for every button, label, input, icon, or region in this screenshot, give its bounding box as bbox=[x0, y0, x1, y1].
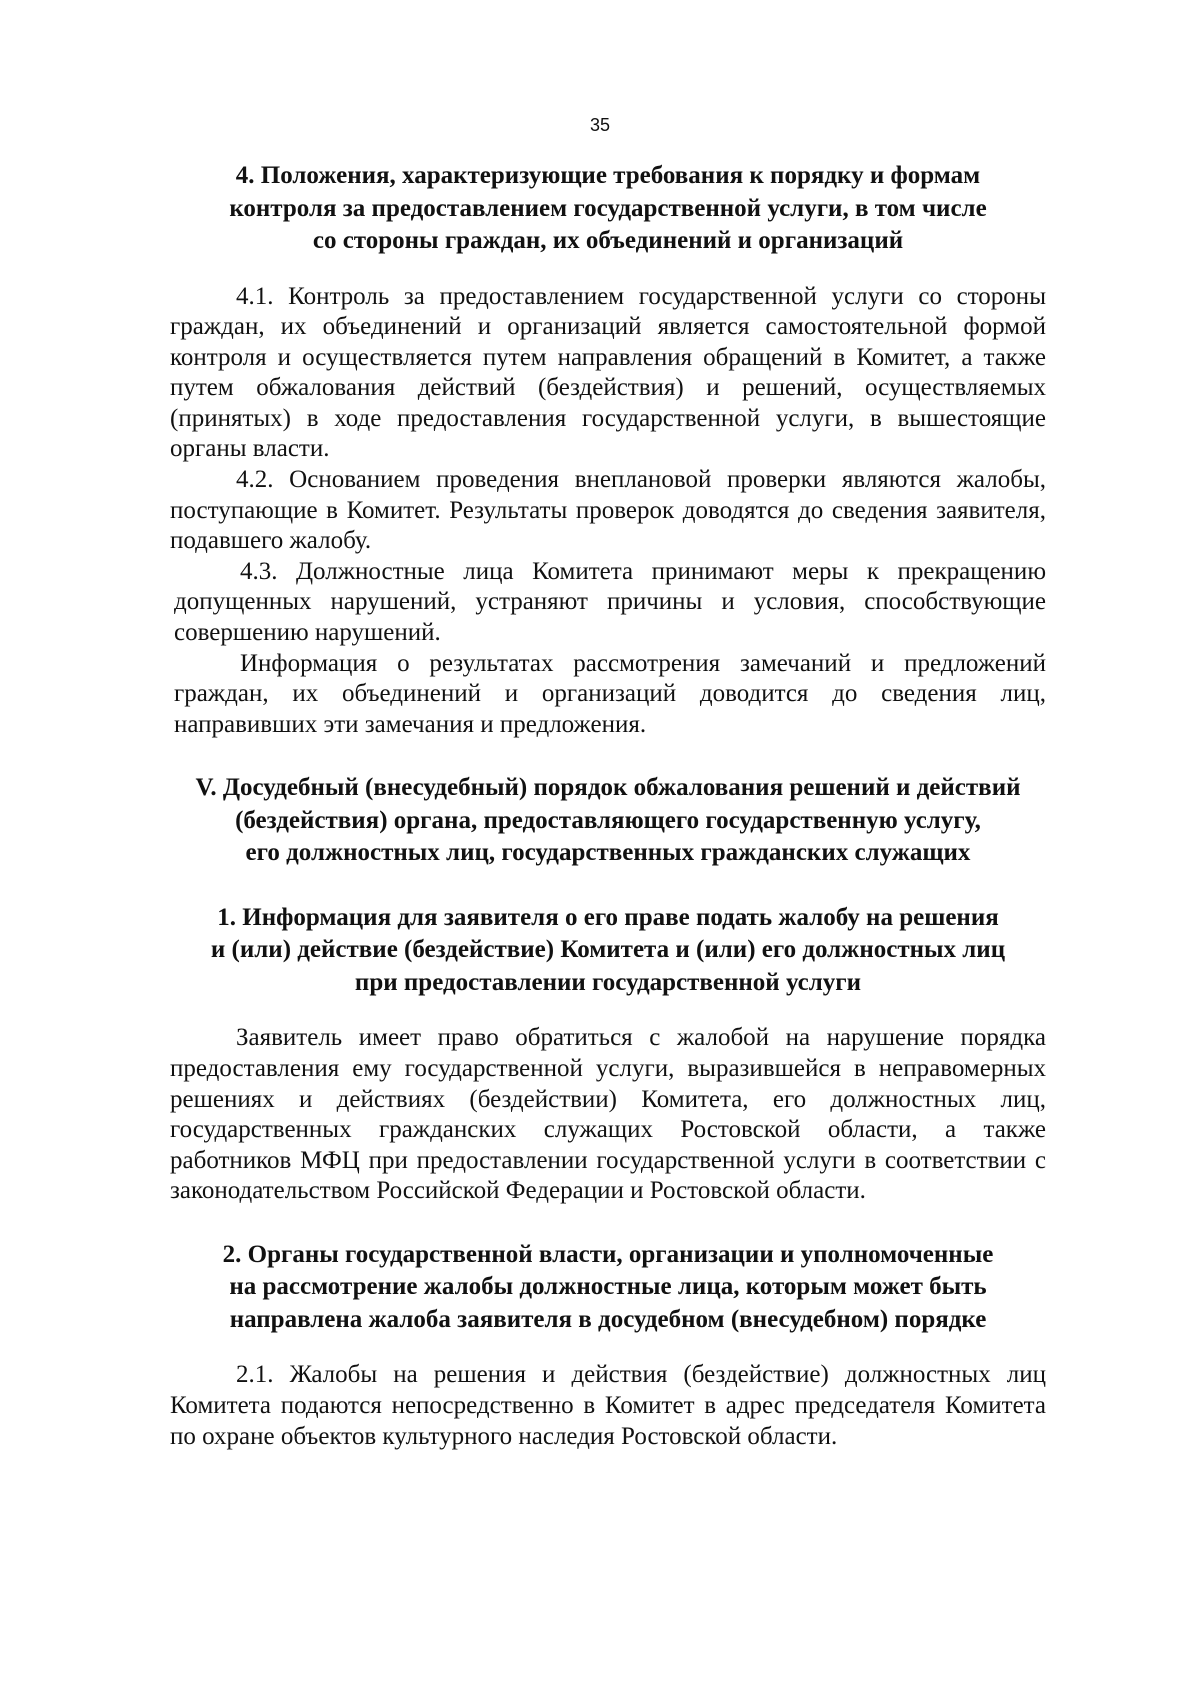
subsection-heading-2: 2. Органы государственной власти, организации и уполномоченные на рассмотрение жалобы должностные лица, которым может быть направлена жалоба заявителя в досудебном (внесудебном) порядке bbox=[222, 1240, 994, 1333]
section-heading-v: V. Досудебный (внесудебный) порядок обжалования решений и действий (бездействия) органа, предоставляющего государственную услугу, его должностных лиц, государственных гражданских служащих bbox=[195, 774, 1021, 867]
paragraph-4-3: 4.3. Должностные лица Комитета принимают меры к прекращению допущенных нарушений, устраняют причины и условия, способствующие совершению нарушений. bbox=[174, 557, 1046, 647]
subsection-heading-1: 1. Информация для заявителя о его праве подать жалобу на решения и (или) действие (бездействие) Комитета и (или) его должностных лиц при предоставлении государственной услуги bbox=[210, 903, 1006, 996]
paragraph-2-1: 2.1. Жалобы на решения и действия (бездействие) должностных лиц Комитета подаются непосредственно в Комитет в адрес председателя Комитета по охране объектов культурного наследия Ростовской области. bbox=[170, 1361, 1046, 1450]
paragraph-4-2: 4.2. Основанием проведения внеплановой проверки являются жалобы, поступающие в Комитет. Результаты проверок доводятся до сведения заявителя, подавшего жалобу. bbox=[170, 466, 1046, 555]
paragraph-information: Информация о результатах рассмотрения замечаний и предложений граждан, их объединений и организаций доводится до сведения лиц, направивших эти замечания и предложения. bbox=[174, 649, 1046, 738]
page-number: 35 bbox=[589, 115, 611, 135]
section-heading-4: 4. Положения, характеризующие требования к порядку и формам контроля за предоставлением государственной услуги, в том числе со стороны граждан, их объединений и организаций bbox=[229, 162, 987, 254]
paragraph-4-1: 4.1. Контроль за предоставлением государственной услуги со стороны граждан, их объединений и организаций является самостоятельной формой контроля и осуществляется путем направления обращений в Комитет, а также путем обжалования действий (бездействия) и решений, осуществляемых (принятых) в ходе предоставления государственной услуги, в вышестоящие органы власти. bbox=[170, 282, 1046, 463]
paragraph-applicant-right: Заявитель имеет право обратиться с жалобой на нарушение порядка предоставления ему государственной услуги, выразившейся в неправомерных решениях и действиях (бездействии) Комитета, его должностных лиц, государственных гражданских служащих Ростовской области, а также работников МФЦ при предоставлении государственной услуги в соответствии с законодательством Российской Федерации и Ростовской области. bbox=[170, 1024, 1046, 1205]
document-body bbox=[170, 160, 1046, 1452]
